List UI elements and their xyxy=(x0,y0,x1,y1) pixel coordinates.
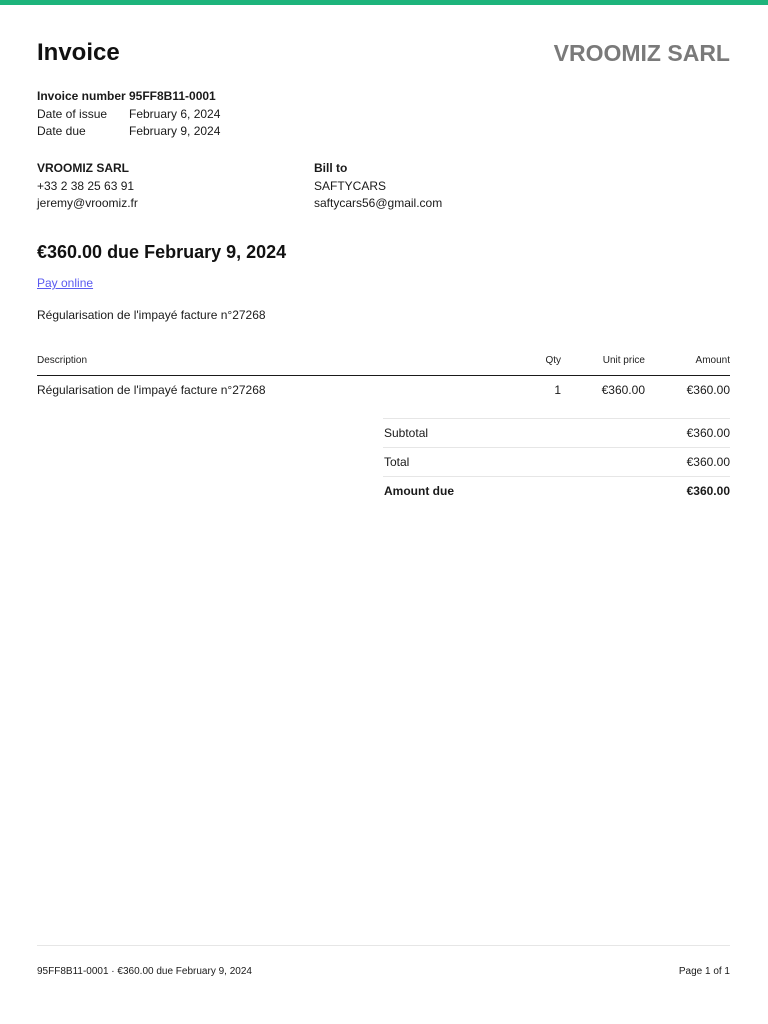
footer-divider xyxy=(37,945,730,946)
amount-column-header: Amount xyxy=(695,355,730,366)
date-due-value: February 9, 2024 xyxy=(129,124,221,138)
invoice-page xyxy=(37,0,730,1024)
invoice-number-value: 95FF8B11-0001 xyxy=(129,89,216,103)
seller-address xyxy=(37,160,307,213)
total-label: Total xyxy=(384,455,410,469)
line-item-amount: €360.00 xyxy=(686,383,730,397)
invoice-number-label: Invoice number xyxy=(37,89,126,103)
subtotal-value: €360.00 xyxy=(686,426,730,440)
total-row xyxy=(383,447,730,476)
pay-online-link[interactable]: Pay online xyxy=(37,276,94,290)
total-value: €360.00 xyxy=(686,455,730,469)
subtotal-label: Subtotal xyxy=(384,426,429,440)
seller-phone: +33 2 38 25 63 91 xyxy=(37,178,135,193)
page-number: Page 1 of 1 xyxy=(678,966,730,977)
amount-due-row xyxy=(383,476,730,505)
invoice-number-row xyxy=(37,88,220,106)
date-of-issue-label: Date of issue xyxy=(37,106,108,121)
amount-due-heading: €360.00 due February 9, 2024 xyxy=(37,242,287,262)
date-due-label: Date due xyxy=(37,124,86,138)
invoice-title: Invoice xyxy=(37,39,120,66)
date-of-issue-value: February 6, 2024 xyxy=(129,106,221,121)
subtotal-row xyxy=(383,418,730,447)
date-due-row xyxy=(37,123,220,141)
description-column-header: Description xyxy=(37,355,88,366)
invoice-meta xyxy=(37,88,220,141)
footer-summary: 95FF8B11-0001 · €360.00 due February 9, 2024 xyxy=(37,966,252,977)
qty-column-header: Qty xyxy=(545,355,561,366)
bill-to-address xyxy=(314,160,614,213)
line-item-unit-price: €360.00 xyxy=(601,383,645,397)
line-item-description: Régularisation de l'impayé facture n°27268 xyxy=(37,383,266,397)
totals-table xyxy=(383,418,730,505)
line-item-row xyxy=(37,382,730,402)
amount-due-label: Amount due xyxy=(384,484,454,498)
line-item-qty: 1 xyxy=(554,383,561,397)
customer-email: saftycars56@gmail.com xyxy=(314,196,443,210)
bill-to-label: Bill to xyxy=(314,161,348,175)
seller-email: jeremy@vroomiz.fr xyxy=(37,196,138,210)
date-of-issue-row xyxy=(37,106,220,124)
invoice-memo: Régularisation de l'impayé facture n°27268 xyxy=(37,308,266,322)
seller-name: VROOMIZ SARL xyxy=(37,161,129,175)
unit-price-column-header: Unit price xyxy=(602,355,645,366)
company-name-header: VROOMIZ SARL xyxy=(553,40,730,66)
customer-name: SAFTYCARS xyxy=(314,178,387,193)
line-items-header xyxy=(37,352,730,376)
amount-due-value: €360.00 xyxy=(686,484,730,498)
